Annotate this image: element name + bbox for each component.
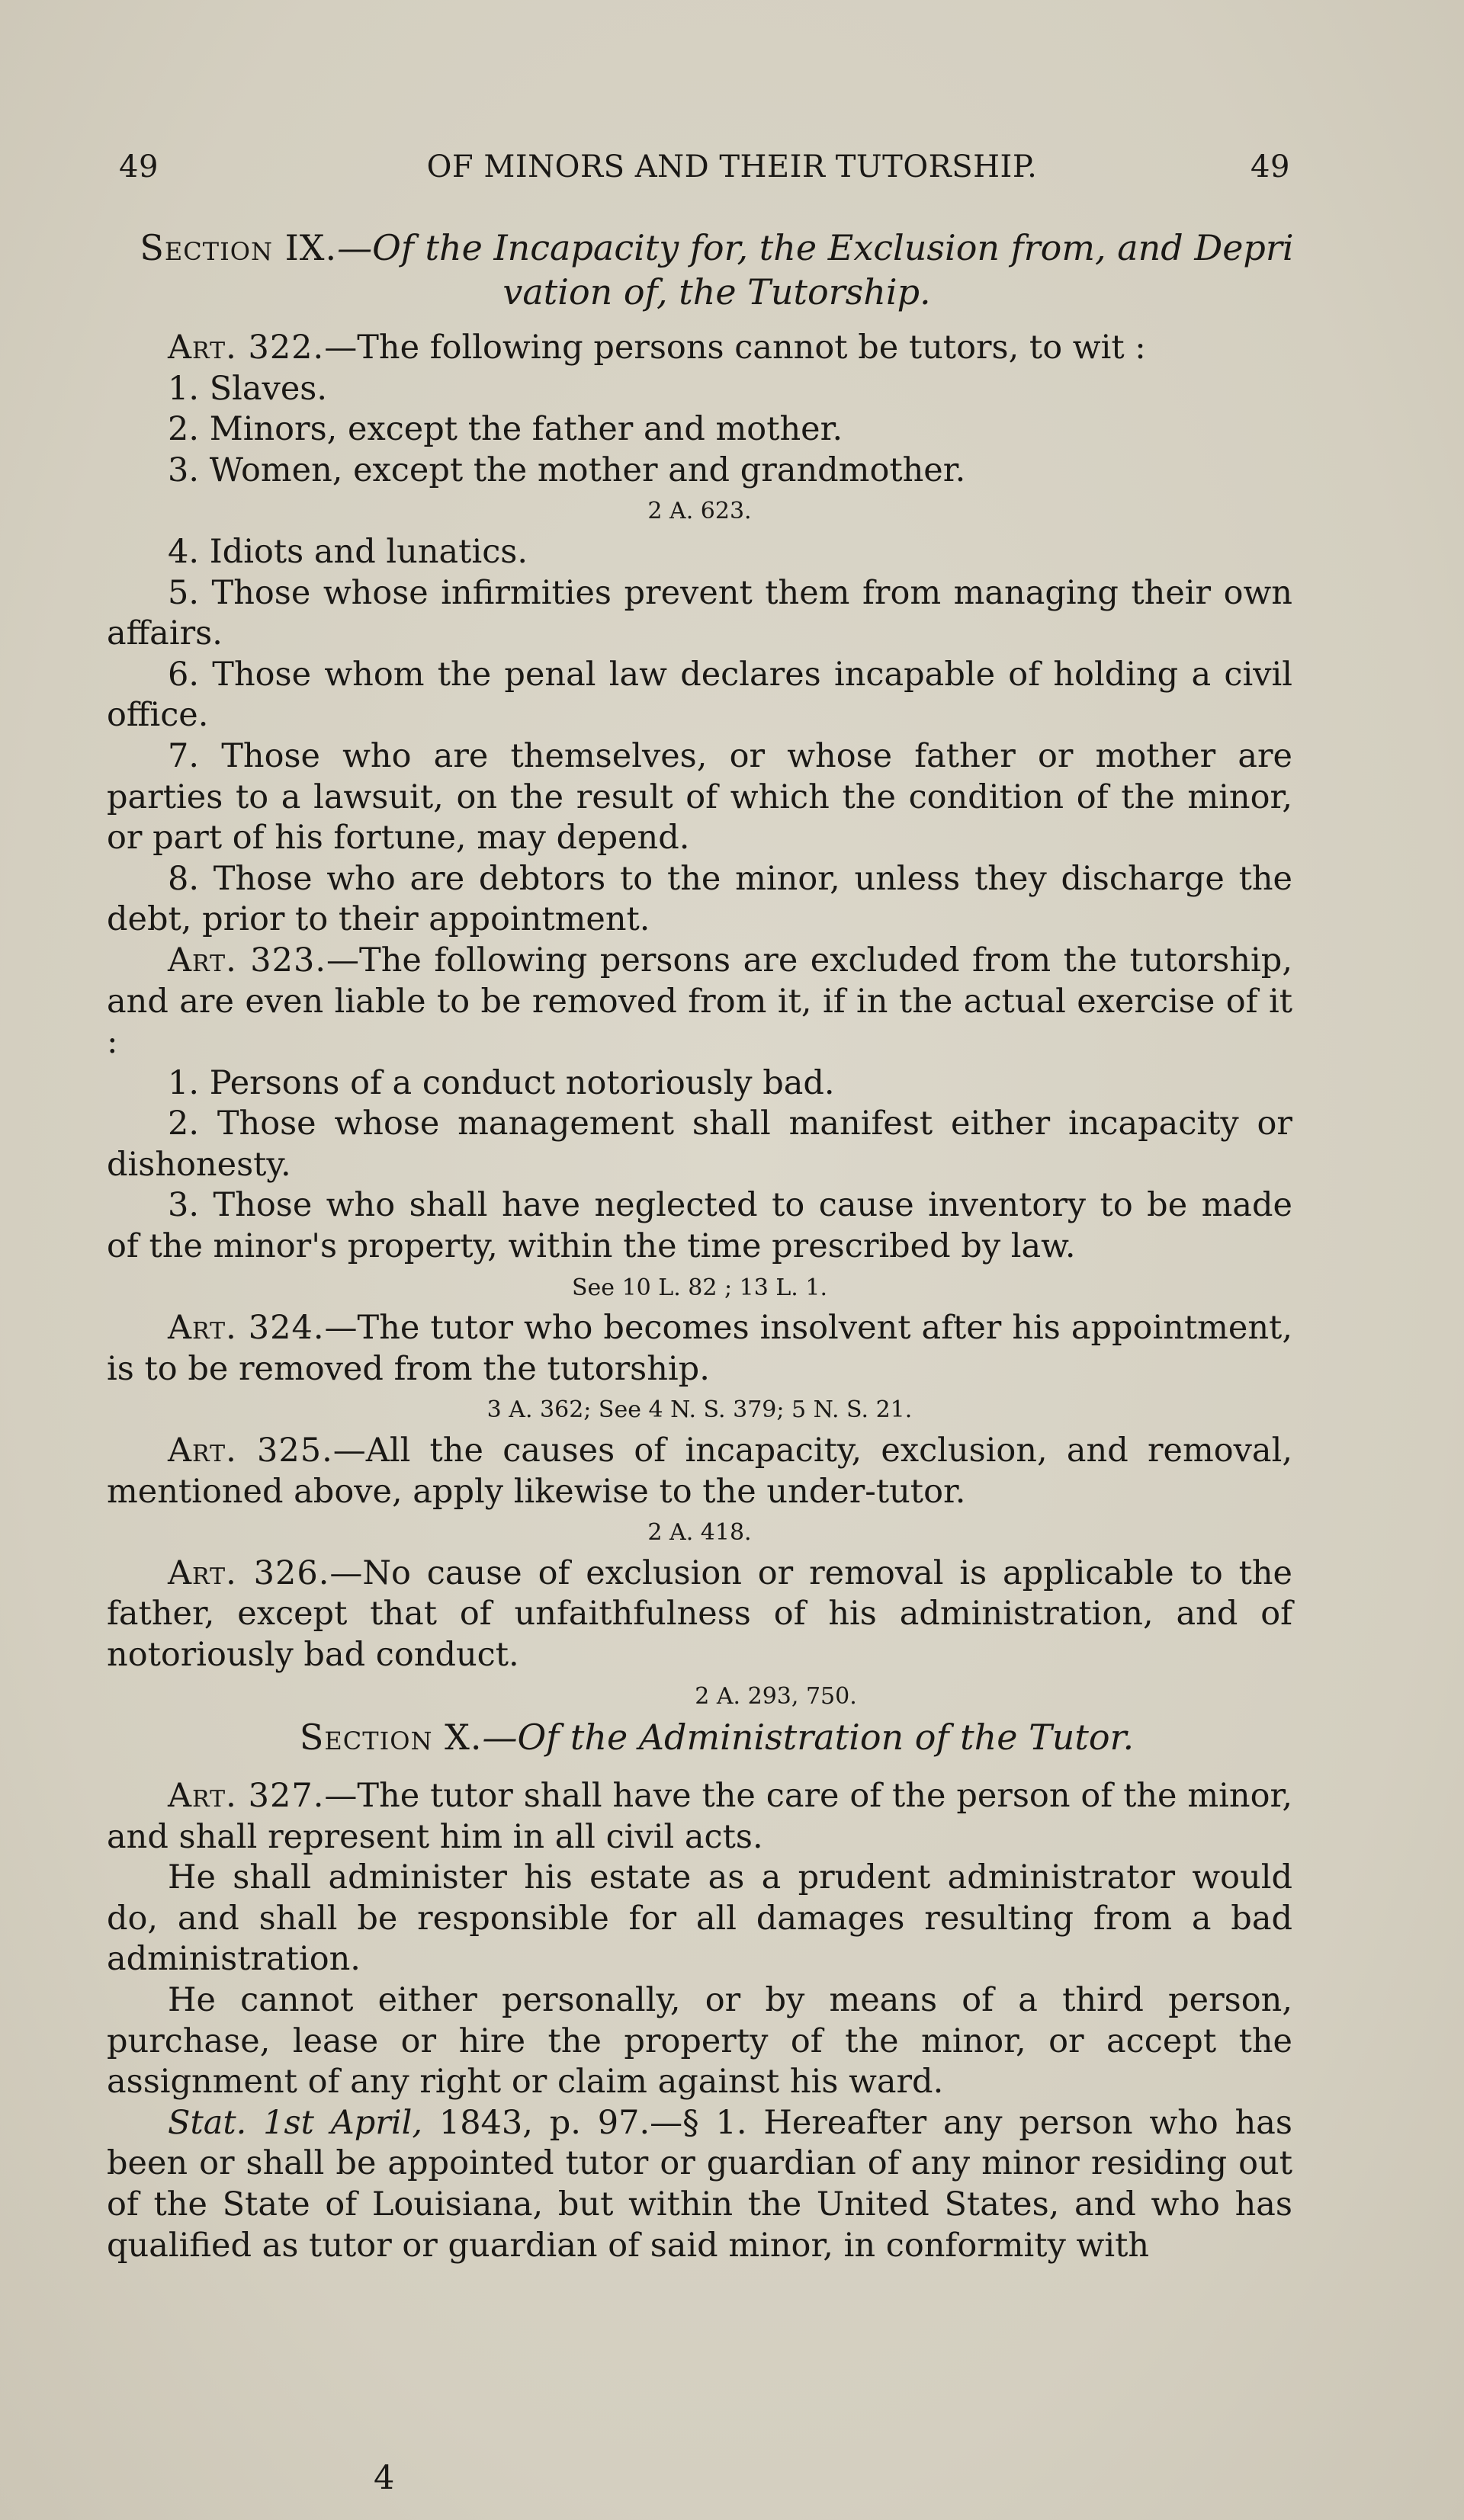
article-327 (107, 1776, 1292, 1858)
section-10-heading (107, 1715, 1327, 1759)
article-326 (107, 1553, 1292, 1676)
article-327-label: Art. 327. (168, 1777, 325, 1815)
list-item: 2. Those whose management shall manifest either incapacity or dishonesty. (107, 1105, 1292, 1184)
statute-date-month: April, (330, 2103, 423, 2142)
article-325-text: —All the causes of incapacity, exclusion, and removal, mentioned above, apply likewise to the under-tutor. (107, 1432, 1292, 1511)
page-number-left: 49 (119, 149, 159, 184)
article-322 (107, 328, 1292, 369)
section-9-title-line2: vation of, the Tutorship. (502, 271, 931, 313)
section-10-title: —Of the Administration of the Tutor. (482, 1717, 1135, 1758)
statute-text: 1843, p. 97.—§ 1. Hereafter any person who has been or shall be appointed tutor or guardian of any minor residing out of the State of Louisiana, but within the United States, and who has qualified as tutor or guardian of said minor, in conformity with (107, 2103, 1292, 2265)
article-327-paragraph-2: He shall administer his estate as a prudent administrator would do, and shall be responsible for all damages resulting from a bad administration. (107, 1858, 1292, 1979)
article-325 (107, 1431, 1292, 1512)
article-324-text: —The tutor who becomes insolvent after his appointment, is to be removed from the tutorship. (107, 1309, 1292, 1388)
list-item: 1. Persons of a conduct notoriously bad. (168, 1063, 835, 1102)
article-324 (107, 1308, 1292, 1390)
page-number-right: 49 (1250, 149, 1290, 184)
citation: See 10 L. 82 ; 13 L. 1. (572, 1274, 827, 1301)
signature-mark: 4 (374, 2459, 395, 2497)
list-item: 3. Women, except the mother and grandmother. (168, 450, 966, 489)
statute-date-ordinal: 1st (263, 2103, 314, 2142)
citation: 2 A. 418. (647, 1519, 752, 1547)
section-9-title-line1 (107, 226, 1327, 270)
list-item: 1. Slaves. (168, 369, 328, 408)
article-325-label: Art. 325. (168, 1432, 333, 1470)
list-item: 3. Those who shall have neglected to cause inventory to be made of the minor's property, within the time prescribed by law. (107, 1186, 1292, 1266)
citation: 3 A. 362; See 4 N. S. 379; 5 N. S. 21. (486, 1396, 913, 1424)
section-9-label: Section IX. (140, 227, 338, 268)
article-327-paragraph-3: He cannot either personally, or by means of a third person, purchase, lease or hire the property of the minor, or accept the assignment of any right or claim against his ward. (107, 1980, 1292, 2102)
article-322-label: Art. 322. (168, 329, 325, 367)
section-10-body (107, 1776, 1292, 2266)
list-item: 5. Those whose infirmities prevent them from managing their own affairs. (107, 573, 1292, 653)
section-9-body (107, 328, 1292, 1717)
citation: 2 A. 623. (647, 498, 752, 525)
article-323-label: Art. 323. (168, 941, 327, 979)
article-324-label: Art. 324. (168, 1309, 325, 1348)
running-title: OF MINORS AND THEIR TUTORSHIP. (426, 149, 1038, 184)
list-item: 4. Idiots and lunatics. (168, 532, 528, 571)
article-323 (107, 941, 1292, 1063)
section-9-title: —Of the Incapacity for, the Exclusion from, and Depri (337, 227, 1294, 268)
list-item: 7. Those who are themselves, or whose father or mother are parties to a lawsuit, on the result of which the condition of the minor, or part of his fortune, may depend. (107, 736, 1292, 858)
section-9-heading (107, 226, 1327, 314)
running-header (0, 149, 1464, 195)
section-10-label: Section X. (299, 1717, 483, 1758)
article-327-text: —The tutor shall have the care of the person of the minor, and shall represent him in all civil acts. (107, 1777, 1292, 1856)
article-326-text: —No cause of exclusion or removal is applicable to the father, except that of unfaithfulness of his administration, and of notoriously bad conduct. (107, 1553, 1293, 1674)
statute-paragraph (107, 2103, 1292, 2266)
list-item: 2. Minors, except the father and mother. (168, 410, 843, 449)
article-323-text: —The following persons are excluded from the tutorship, and are even liable to be removed from it, if in the actual exercise of it : (107, 941, 1292, 1062)
article-322-text: —The following persons cannot be tutors, to wit : (324, 329, 1146, 367)
statute-label: Stat. (168, 2103, 247, 2142)
list-item: 6. Those whom the penal law declares incapable of holding a civil office. (107, 655, 1292, 735)
citation: 2 A. 293, 750. (695, 1682, 857, 1710)
list-item: 8. Those who are debtors to the minor, unless they discharge the debt, prior to their appointment. (107, 859, 1292, 939)
article-326-label: Art. 326. (168, 1553, 330, 1592)
